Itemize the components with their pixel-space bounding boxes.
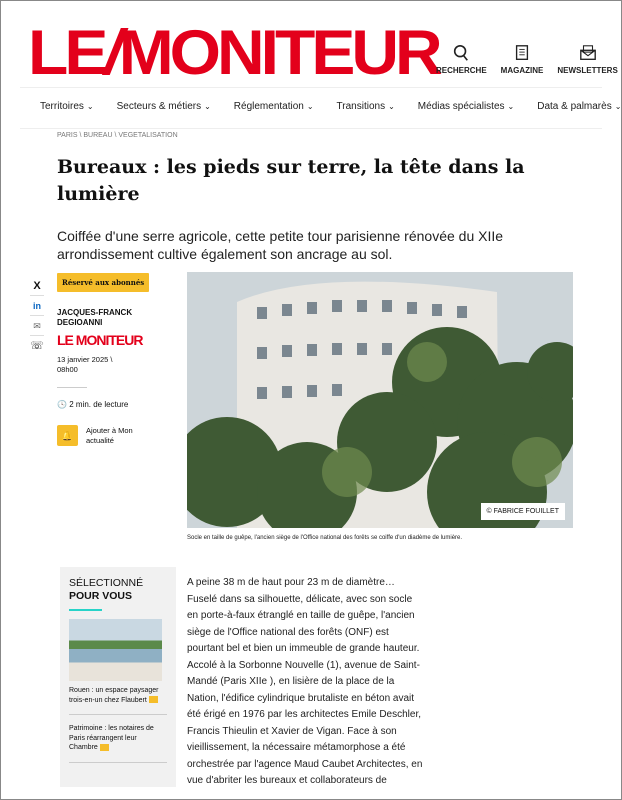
bell-icon: 🔔 [57,425,78,446]
article-lead: Coiffée d'une serre agricole, cette petite tour parisienne rénovée du XIIe arrondissement cultive également son ancrage au sol. [57,228,504,262]
divider [57,387,87,388]
site-logo[interactable]: LE/MONITEUR [28,16,439,88]
linkedin-share-icon[interactable]: in [30,296,44,316]
newsletters-button[interactable] [557,44,617,75]
email-share-icon[interactable]: ✉ [30,316,44,336]
photo-caption: Socle en taille de guêpe, l'ancien siège de l'Office national des forêts se coiffe d'un diadème de lumière. [187,535,463,541]
accent-bar [69,609,102,611]
author-name[interactable]: JACQUES-FRANCK DEGIOANNI [57,308,133,327]
article-meta [57,272,177,446]
clock-icon: 🕓 [57,400,67,409]
reading-time: 🕓 2 min. de lecture [57,400,129,409]
crumb-vegetalisation[interactable]: VEGETALISATION [118,132,178,139]
sidebar-title: SÉLECTIONNÉ POUR VOUS [69,577,144,602]
premium-icon [100,744,109,751]
recommended-thumbnail[interactable] [69,619,162,681]
publish-date: 13 janvier 2025 \ 08h00 [57,355,113,374]
recommended-item[interactable]: Rouen : un espace paysager trois-en-un chez Flaubert [69,687,159,704]
recommended-item[interactable]: Patrimoine : les notaires de Paris réarrangent leur Chambre [69,725,154,751]
add-to-feed-button[interactable]: 🔔 Ajouter à Mon actualité [57,425,177,446]
whatsapp-share-icon[interactable]: ☏ [30,340,44,352]
subscriber-badge: Réservé aux abonnés [57,273,149,292]
header-tools [436,44,618,75]
crumb-bureau[interactable]: BUREAU [83,132,113,139]
x-share-icon[interactable]: X [30,276,44,296]
main-nav [40,101,621,112]
nav-territoires[interactable]: Territoires ⌄ [40,101,94,112]
nav-medias[interactable]: Médias spécialistes ⌄ [417,101,515,112]
magazine-label: MAGAZINE [500,66,544,75]
nav-data[interactable]: Data & palmarès ⌄ [537,101,622,112]
search-button[interactable] [436,44,487,75]
source-logo: LE MONITEUR [57,332,143,348]
recommended-sidebar [60,567,176,787]
crumb-paris[interactable]: PARIS [57,132,78,139]
divider [20,128,602,129]
newsletters-label: NEWSLETTERS [557,66,618,75]
divider [69,762,167,763]
search-label: RECHERCHE [436,66,487,75]
article-photo [187,272,573,528]
newsletter-icon [579,44,597,62]
nav-secteurs[interactable]: Secteurs & métiers ⌄ [116,101,211,112]
page-title: Bureaux : les pieds sur terre, la tête dans la lumière [57,156,525,205]
premium-icon [149,696,158,703]
photo-credit: © FABRICE FOUILLET [481,503,565,520]
share-bar [30,276,44,356]
search-icon [452,44,470,62]
magazine-button[interactable] [501,44,544,75]
divider [20,87,602,88]
divider [69,714,167,715]
article-body: A peine 38 m de haut pour 23 m de diamètre… Fuselé dans sa silhouette, délicate, avec son socle en porte-à-faux étranglé en taille de guêpe, l'ancien siège de l'Office national des forêts (ONF) est pourtant bel et bien un immeuble de grande hauteur. Accolé à la Sorbonne Nouvelle (1), avenue de Saint-Mandé (Paris XIIe ), en lisière de la place de la Nation, l'édifice cylindrique brutaliste en béton avait été érigé en 1976 par les architectes Emile Deschler, Francis Thieulin et Xavier de Vigan. Face à son vieillissement, la nécessaire métamorphose a été orchestrée par l'agence Maud Caubet Architectes, en vue d'abriter les bureaux et collaborateurs de [187,577,423,786]
breadcrumb: PARIS \ BUREAU \ VEGETALISATION [57,132,178,139]
nav-transitions[interactable]: Transitions ⌄ [336,101,395,112]
magazine-icon [513,44,531,62]
nav-reglementation[interactable]: Réglementation ⌄ [233,101,314,112]
